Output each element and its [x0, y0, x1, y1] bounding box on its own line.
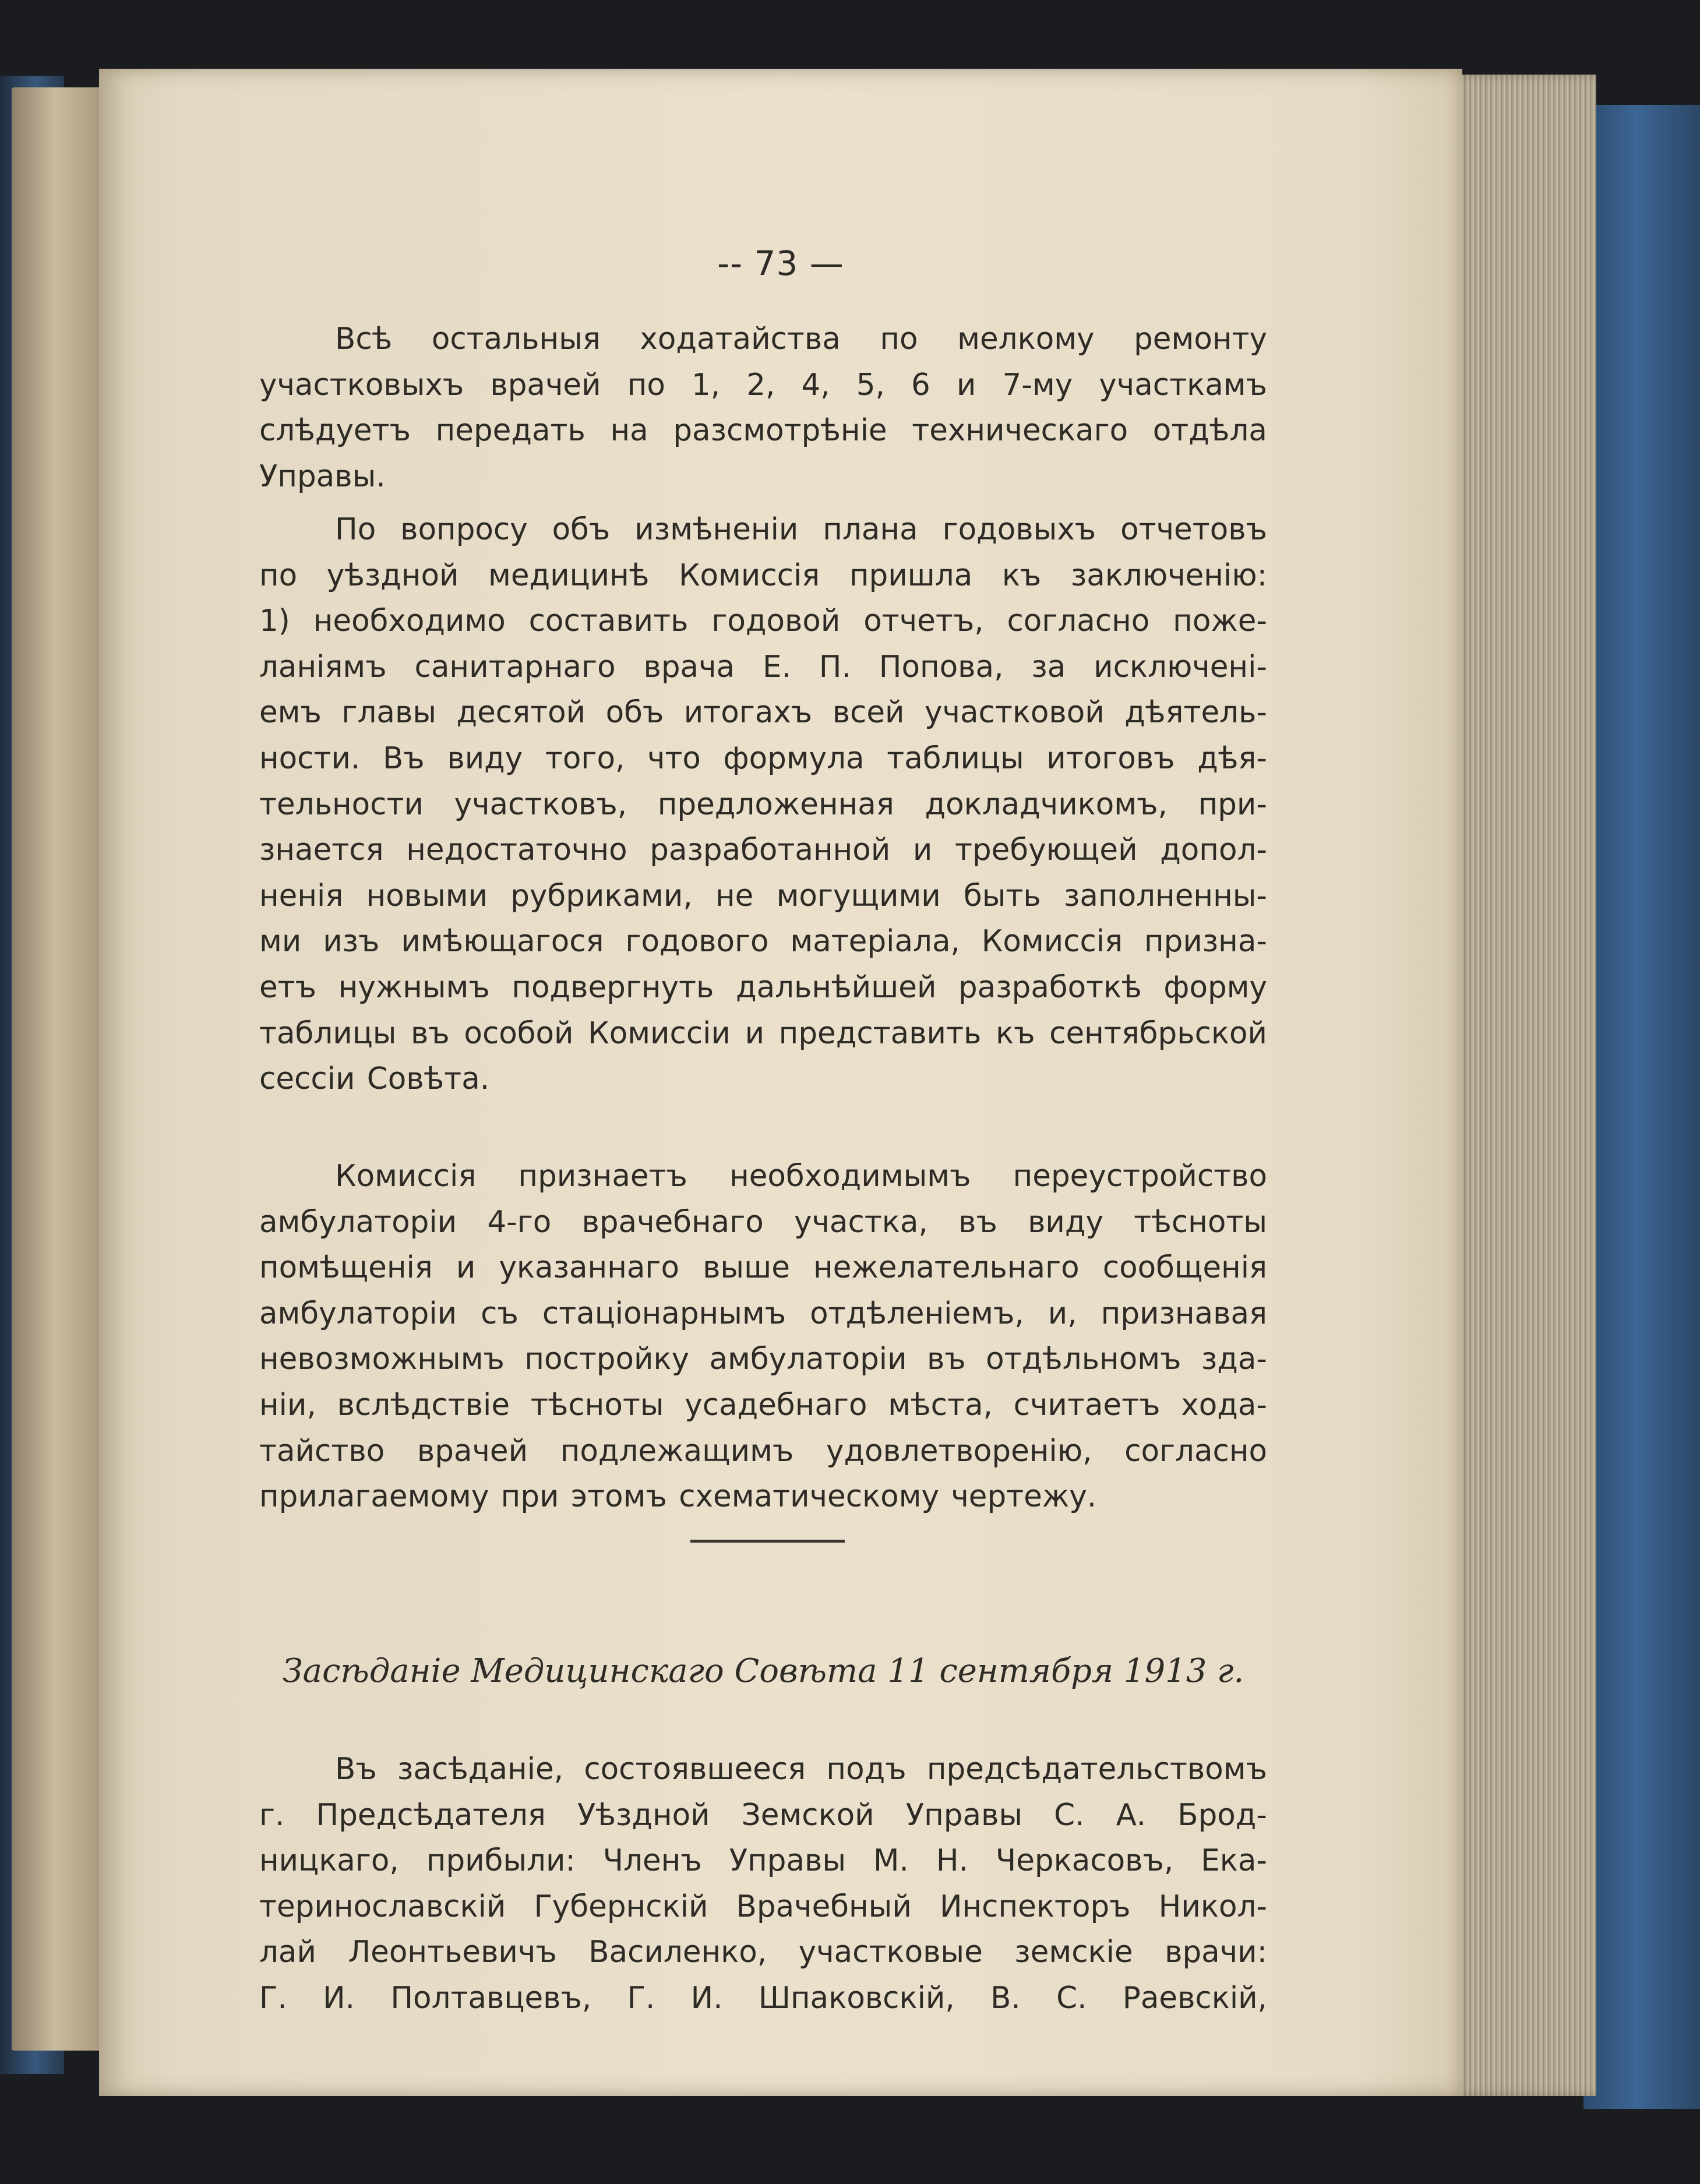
paragraph-1-text	[259, 316, 1267, 499]
text-line: помѣщенія и указаннаго выше нежелательнаго сообщенія	[259, 1250, 1267, 1286]
page-stack-edge	[1451, 75, 1596, 2096]
text-line: 1) необходимо составить годовой отчетъ, согласно поже-	[259, 604, 1267, 639]
paragraph-4-text	[259, 1747, 1267, 2021]
section-heading: Засѣданіе Медицинскаго Совѣта 11 сентября 1913 г.	[282, 1652, 1244, 1690]
text-line: знается недостаточно разработанной и требующей допол-	[259, 832, 1267, 868]
text-line: тайство врачей подлежащимъ удовлетворенію, согласно	[259, 1433, 1267, 1469]
text-line: Въ засѣданіе, состоявшееся подъ предсѣдательствомъ	[335, 1752, 1267, 1787]
paragraph-3	[259, 1153, 1267, 1520]
section-divider	[690, 1540, 845, 1543]
text-line: емъ главы десятой объ итогахъ всей участковой дѣятель-	[259, 695, 1267, 731]
text-line: слѣдуетъ передать на разсмотрѣніе техническаго отдѣла	[259, 413, 1267, 449]
text-line: ланіямъ санитарнаго врача Е. П. Попова, за исключені-	[259, 649, 1267, 685]
text-line: г. Предсѣдателя Уѣздной Земской Управы С. А. Брод-	[259, 1797, 1267, 1833]
paragraph-4	[259, 1747, 1267, 2021]
facing-page-edge	[12, 87, 108, 2051]
text-line: ми изъ имѣющагося годового матеріала, Комиссія призна-	[259, 924, 1267, 959]
text-line: лай Леонтьевичъ Василенко, участковые земскіе врачи:	[259, 1935, 1267, 1970]
text-line: етъ нужнымъ подвергнуть дальнѣйшей разработкѣ форму	[259, 969, 1267, 1005]
page-number: -- 73 —	[717, 244, 844, 283]
text-line: ницкаго, прибыли: Членъ Управы М. Н. Черкасовъ, Ека-	[259, 1843, 1267, 1879]
text-line: таблицы въ особой Комиссіи и представить къ сентябрьской	[259, 1015, 1267, 1051]
text-line: тельности участковъ, предложенная докладчикомъ, при-	[259, 786, 1267, 822]
text-line: Г. И. Полтавцевъ, Г. И. Шпаковскій, В. С. Раевскій,	[259, 1980, 1267, 2016]
text-line: участковыхъ врачей по 1, 2, 4, 5, 6 и 7-му участкамъ	[259, 367, 1267, 403]
paragraph-2	[259, 507, 1267, 1102]
text-line: Комиссія признаетъ необходимымъ переустройство	[335, 1159, 1267, 1194]
text-line: амбулаторіи 4-го врачебнаго участка, въ виду тѣсноты	[259, 1204, 1267, 1240]
text-line: теринославскій Губернскій Врачебный Инспекторъ Никол-	[259, 1889, 1267, 1924]
text-line: Управы.	[259, 458, 386, 494]
paragraph-1	[259, 316, 1267, 499]
text-line: сессіи Совѣта.	[259, 1061, 490, 1097]
paragraph-2-text	[259, 507, 1267, 1102]
paragraph-3-text	[259, 1153, 1267, 1520]
text-line: По вопросу объ измѣненіи плана годовыхъ отчетовъ	[335, 512, 1267, 547]
text-line: по уѣздной медицинѣ Комиссія пришла къ заключенію:	[259, 558, 1267, 593]
text-line: невозможнымъ постройку амбулаторіи въ отдѣльномъ зда-	[259, 1342, 1267, 1377]
text-line: ненія новыми рубриками, не могущими быть заполненны-	[259, 878, 1267, 913]
text-line: Всѣ остальныя ходатайства по мелкому ремонту	[335, 322, 1267, 357]
text-line: ности. Въ виду того, что формула таблицы итоговъ дѣя-	[259, 740, 1267, 776]
book-cover-right	[1583, 105, 1700, 2109]
text-line: амбулаторіи съ стаціонарнымъ отдѣленіемъ, и, признавая	[259, 1296, 1267, 1331]
text-line: прилагаемому при этомъ схематическому чертежу.	[259, 1479, 1097, 1515]
text-line: ніи, вслѣдствіе тѣсноты усадебнаго мѣста, считаетъ хода-	[259, 1387, 1267, 1423]
book-page	[99, 69, 1462, 2096]
